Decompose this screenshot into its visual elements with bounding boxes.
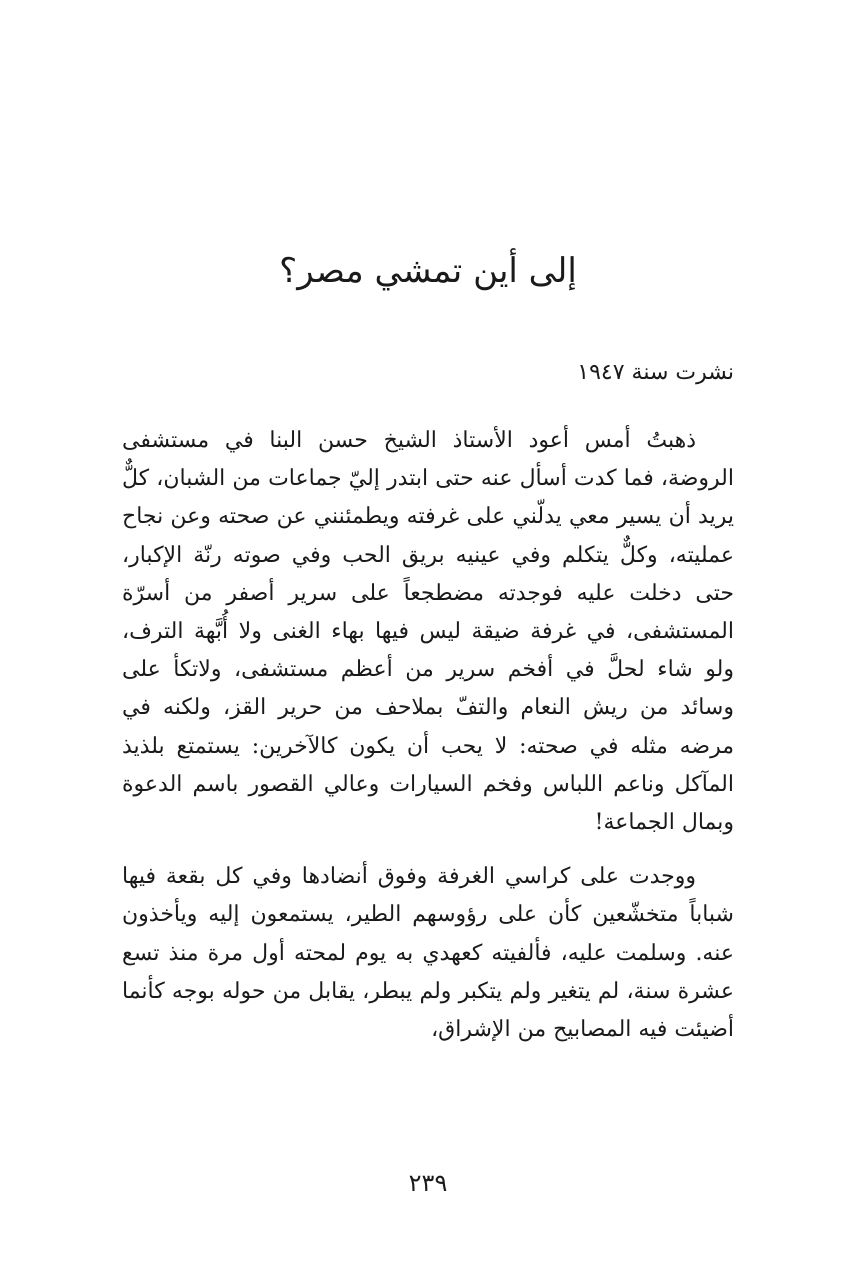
paragraph: ذهبتُ أمس أعود الأستاذ الشيخ حسن البنا في مستشفى الروضة، فما كدت أسأل عنه حتى ابتدر إليّ جماعات من الشبان، كلٌّ يريد أن يسير معي يدلّني على غرفته ويطمئنني عن صحته وعن نجاح عمليته، وكلٌّ يتكلم وفي عينيه بريق الحب وفي صوته رنّة الإكبار، حتى دخلت عليه فوجدته مضطجعاً على سرير أصفر من أسرّة المستشفى، في غرفة ضيقة ليس فيها بهاء الغنى ولا أُبَّهة الترف، ولو شاء لحلَّ في أفخم سرير من أعظم مستشفى، ولاتكأ على وسائد من ريش النعام والتفّ بملاحف من حرير القز، ولكنه في مرضه مثله في صحته: لا يحب أن يكون كالآخرين: يستمتع بلذيذ المآكل وناعم اللباس وفخم السيارات وعالي القصور باسم الدعوة وبمال الجماعة! (122, 428, 734, 836)
paragraph: ووجدت على كراسي الغرفة وفوق أنضادها وفي كل بقعة فيها شباباً متخشّعين كأن على رؤوسهم الطير، يستمعون إليه ويأخذون عنه. وسلمت عليه، فألفيته كعهدي به يوم لمحته أول مرة منذ تسع عشرة سنة، لم يتغير ولم يتكبر ولم يبطر، يقابل من حوله بوجه كأنما أضيئت فيه المصابيح من الإشراق، (122, 864, 734, 1043)
publication-note: نشرت سنة ١٩٤٧ (577, 360, 734, 385)
body-text (122, 422, 734, 1049)
page-number: ٢٣٩ (408, 1169, 448, 1197)
chapter-title: إلى أين تمشي مصر؟ (279, 251, 577, 291)
